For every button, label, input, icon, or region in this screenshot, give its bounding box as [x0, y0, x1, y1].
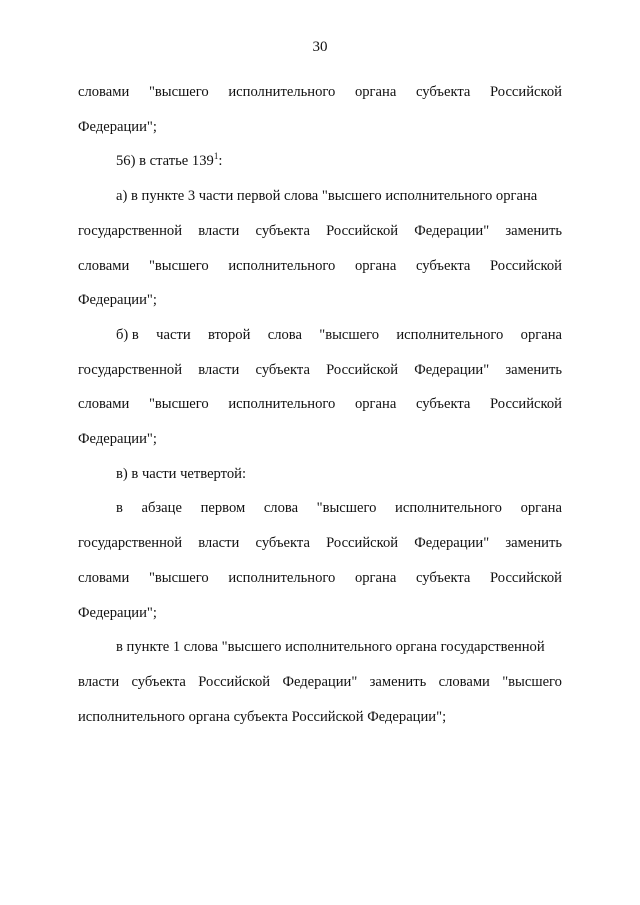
word: б) в: [116, 326, 139, 343]
word: в: [116, 500, 123, 517]
word: словами: [78, 569, 130, 586]
word: абзаце: [141, 500, 182, 517]
word: власти: [198, 361, 240, 378]
word: исполнительного: [228, 396, 336, 413]
word: Федерации": [282, 673, 358, 690]
line-text: Федерации";: [78, 292, 157, 309]
word: органа: [354, 396, 397, 413]
word: Федерации": [414, 222, 490, 239]
word: заменить: [369, 673, 427, 690]
word: "высшего: [502, 673, 562, 690]
word: Федерации": [414, 535, 490, 552]
text-line: [78, 526, 562, 561]
text-line: [78, 630, 562, 665]
word: субъекта: [255, 535, 310, 552]
text-line: [78, 596, 562, 631]
text-line: [78, 75, 562, 110]
word: "высшего: [316, 500, 377, 517]
word: исполнительного: [228, 257, 336, 274]
word: субъекта: [415, 569, 471, 586]
text-line: [78, 561, 562, 596]
word: слова: [263, 500, 299, 517]
text-line: [78, 491, 562, 526]
word: "высшего: [148, 84, 209, 100]
justified-line: [78, 526, 562, 561]
word: органа: [354, 84, 397, 100]
superscript: 1: [213, 150, 219, 161]
word: субъекта: [255, 222, 310, 239]
word: словами: [78, 396, 130, 413]
word: заменить: [505, 535, 562, 552]
justified-line: [116, 491, 562, 526]
line-text: в пункте 1 слова "высшего исполнительного органа государственной: [116, 639, 545, 656]
word: Российской: [490, 569, 562, 586]
word: первом: [200, 500, 246, 517]
text-line: [78, 353, 562, 388]
word: исполнительного: [396, 326, 504, 343]
line-text: в) в части четвертой:: [116, 465, 246, 482]
word: "высшего: [148, 396, 209, 413]
text-line: [78, 457, 562, 492]
word: части: [156, 326, 191, 343]
word: словами: [438, 673, 490, 690]
justified-line: [78, 75, 562, 110]
text-line: [78, 387, 562, 422]
word: Российской: [326, 222, 399, 239]
word: Российской: [198, 673, 271, 690]
word: органа: [354, 257, 397, 274]
word: субъекта: [131, 673, 186, 690]
word: второй: [207, 326, 251, 343]
text-line: [78, 318, 562, 353]
line-text-suffix: :: [218, 153, 223, 170]
line-text: Федерации";: [78, 118, 157, 135]
word: Российской: [326, 361, 399, 378]
word: "высшего: [148, 569, 209, 586]
word: словами: [78, 257, 130, 274]
text-line: [78, 110, 562, 145]
word: "высшего: [319, 326, 380, 343]
word: субъекта: [255, 361, 310, 378]
word: Российской: [326, 535, 399, 552]
word: Российской: [490, 396, 562, 413]
word: заменить: [505, 222, 562, 239]
word: субъекта: [415, 257, 471, 274]
word: органа: [520, 326, 562, 343]
justified-line: [78, 561, 562, 596]
word: Российской: [490, 257, 562, 274]
word: исполнительного: [395, 500, 502, 517]
word: слова: [267, 326, 302, 343]
word: субъекта: [415, 396, 471, 413]
word: власти: [198, 222, 240, 239]
word: Федерации": [414, 361, 490, 378]
word: органа: [354, 569, 397, 586]
word: государственной: [78, 222, 183, 239]
word: власти: [198, 535, 240, 552]
text-line: [78, 214, 562, 249]
page-number: 30: [312, 39, 328, 55]
word: Российской: [490, 84, 562, 100]
word: государственной: [78, 361, 183, 378]
word: исполнительного: [228, 84, 336, 100]
text-line: [78, 249, 562, 284]
word: словами: [78, 84, 130, 100]
word: государственной: [78, 535, 183, 552]
text-line: [78, 283, 562, 318]
text-line: [78, 179, 562, 214]
text-line: [78, 665, 562, 700]
justified-line: [78, 249, 562, 284]
text-line: [78, 700, 562, 735]
text-line: [78, 422, 562, 457]
justified-line: [78, 387, 562, 422]
document-body: [78, 75, 562, 734]
word: субъекта: [415, 84, 471, 100]
line-text: Федерации";: [78, 431, 157, 448]
word: исполнительного: [228, 569, 336, 586]
word: "высшего: [148, 257, 209, 274]
justified-line: [78, 665, 562, 700]
line-text: 56) в статье 139: [116, 153, 214, 170]
justified-line: [78, 214, 562, 249]
justified-line: [78, 353, 562, 388]
line-text: исполнительного органа субъекта Российской Федерации";: [78, 708, 447, 725]
justified-line: [116, 318, 562, 353]
line-text: а) в пункте 3 части первой слова "высшего исполнительного органа: [116, 188, 538, 205]
word: заменить: [505, 361, 562, 378]
word: власти: [78, 673, 120, 690]
item-heading: [78, 144, 562, 179]
word: органа: [520, 500, 562, 517]
line-text: Федерации";: [78, 604, 157, 621]
